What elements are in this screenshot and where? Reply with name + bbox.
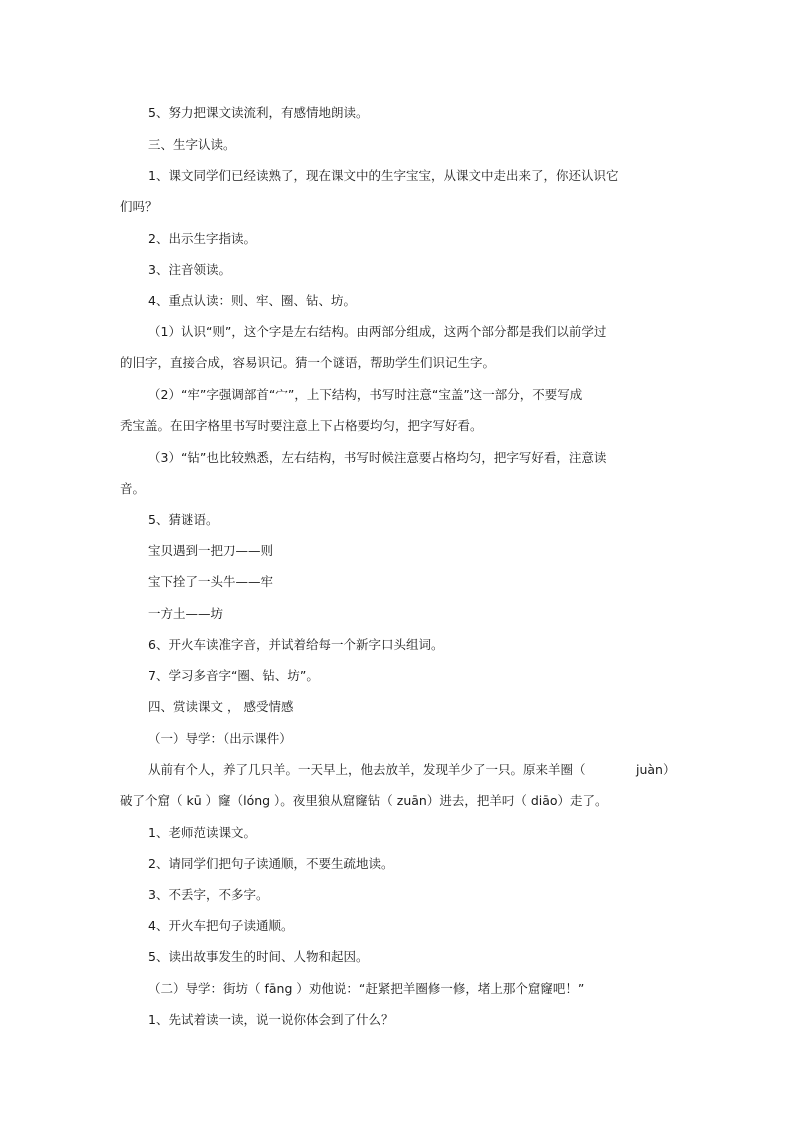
text-segment: 从前有个人，养了几只羊。一天早上，他去放羊，发现羊少了一只。原来羊圈（ [148,762,586,777]
section-heading: 四、赏读课文 ， 感受情感 [148,699,294,714]
text-line: 4、重点认读：则、牢、圈、钻、坊。 [148,293,356,308]
text-line: 的旧字，直接合成，容易识记。猜一个谜语，帮助学生们识记生字。 [120,355,496,370]
text-line: （一）导学：（出示课件） [148,731,292,746]
riddle-line: 宝下拴了一头牛——牢 [148,574,274,589]
riddle-line: 宝贝遇到一把刀——则 [148,543,274,558]
text-line: 5、读出故事发生的时间、人物和起因。 [148,949,369,964]
text-line: （2）“牢”字强调部首“宀”，上下结构，书写时注意“宝盖”这一部分，不要写成 [148,387,583,402]
text-line: 1、课文同学们已经读熟了，现在课文中的生字宝宝，从课文中走出来了，你还认识它 [148,168,619,183]
text-line: 2、出示生字指读。 [148,231,256,246]
text-line: 们吗？ [120,199,158,214]
text-line: 1、先试着读一读，说一说你体会到了什么？ [148,1012,394,1027]
text-line: （1）认识“则”，这个字是左右结构。由两部分组成，这两个部分都是我们以前学过 [148,324,607,339]
section-heading: 三、生字认读。 [148,137,236,152]
text-line: 破了个窟（ kū ）窿（lóng ）。夜里狼从窟窿钻（ zuān）进去，把羊叼（ diāo）走了。 [120,793,608,808]
text-line: 3、注音领读。 [148,262,231,277]
text-line: 秃宝盖。在田字格里书写时要注意上下占格要均匀，把字写好看。 [120,418,483,433]
text-line: 音。 [120,481,146,496]
text-line: 5、猜谜语。 [148,512,219,527]
text-line: 7、学习多音字“圈、钻、坊”。 [148,668,319,683]
text-line: 4、开火车把句子读通顺。 [148,918,294,933]
text-line: （3）“钻”也比较熟悉，左右结构，书写时候注意要占格均匀，把字写好看，注意读 [148,450,607,465]
pinyin-annotation: juàn） [636,762,676,777]
riddle-line: 一方土——坊 [148,606,224,621]
text-line: 6、开火车读准字音，并试着给每一个新字口头组词。 [148,637,444,652]
text-line: 3、不丢字，不多字。 [148,887,269,902]
text-line: 5、努力把课文读流利，有感情地朗读。 [148,105,369,120]
text-line: （二）导学：街坊（ fāng ）劝他说：“赶紧把羊圈修一修，堵上那个窟窿吧！” [148,981,585,996]
text-line: 1、老师范读课文。 [148,825,256,840]
text-line: 2、请同学们把句子读通顺，不要生疏地读。 [148,856,394,871]
